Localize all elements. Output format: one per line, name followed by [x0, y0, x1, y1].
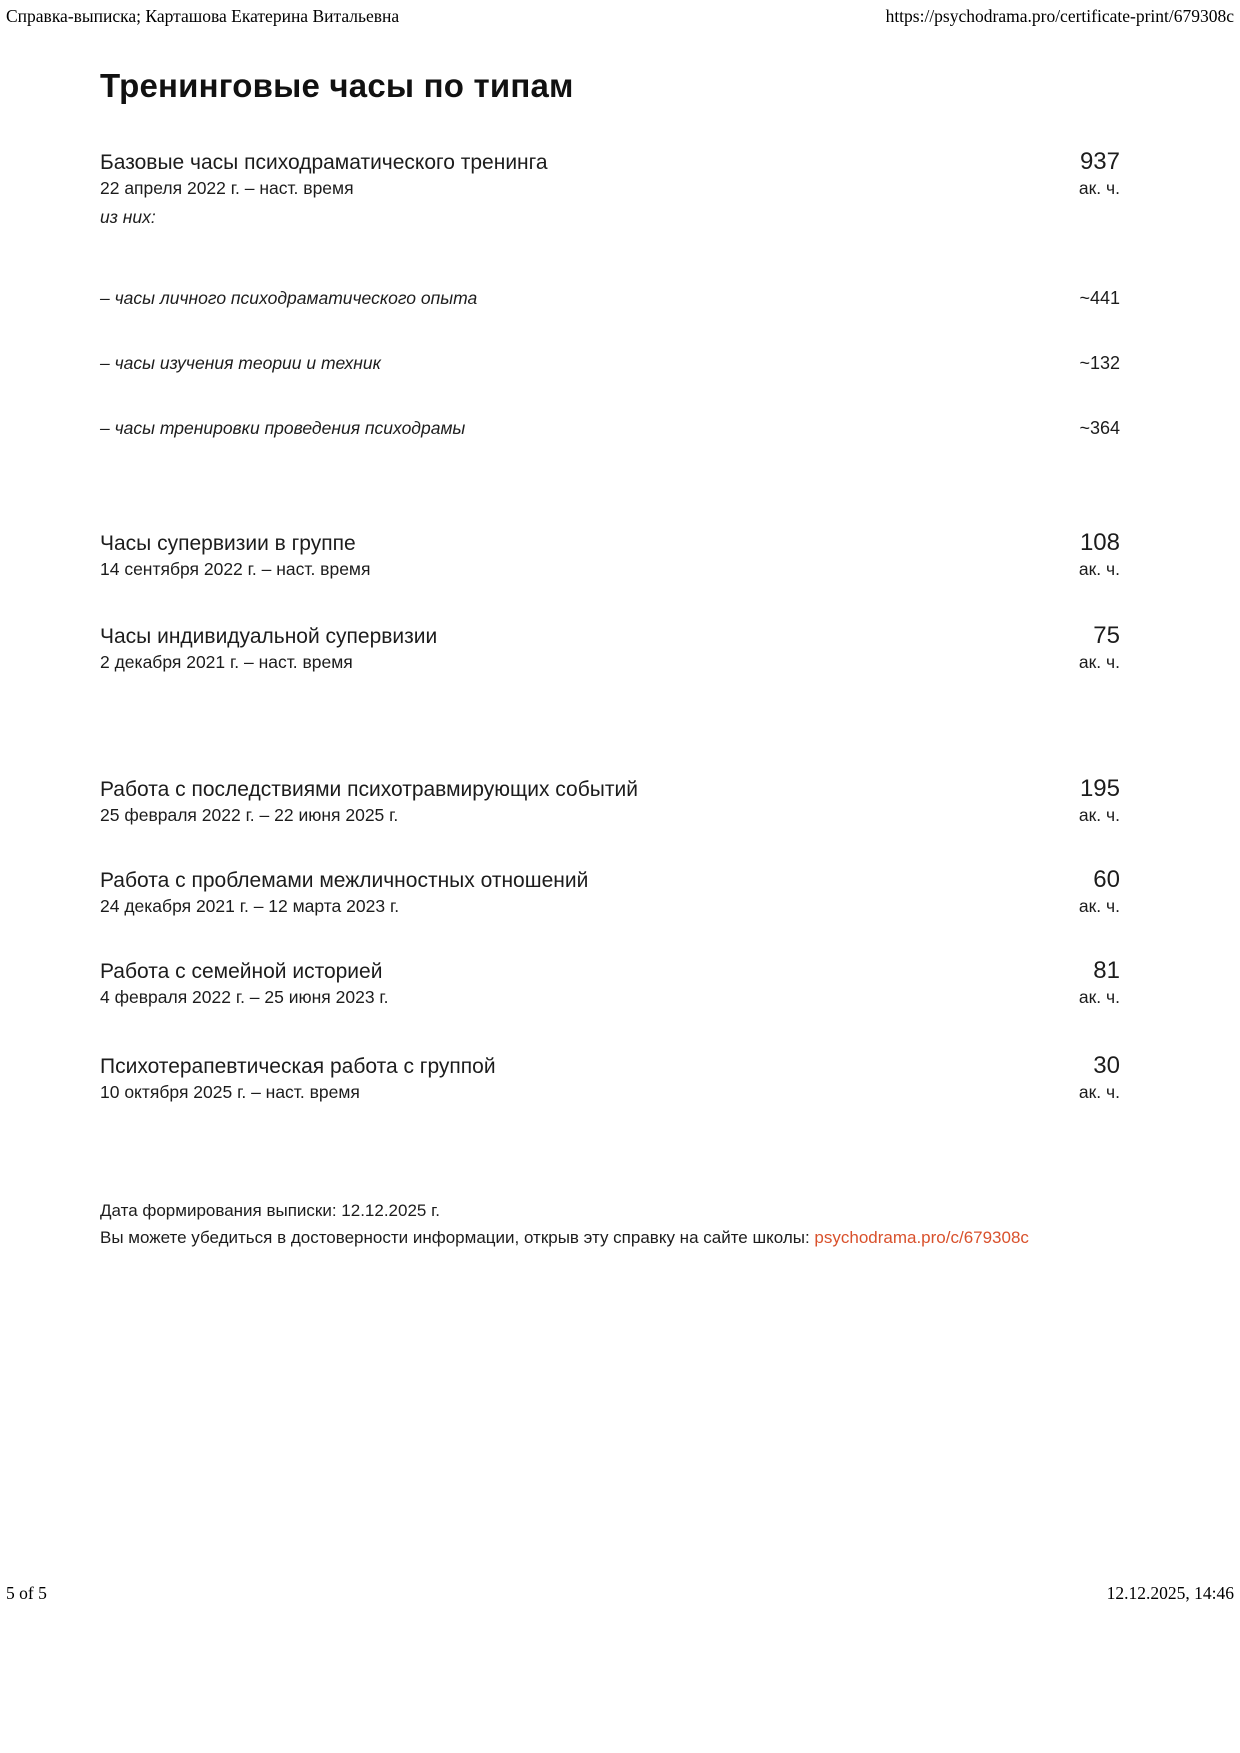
- section-hours-value: 108: [1079, 529, 1120, 556]
- subitem-personal-experience: [100, 286, 1120, 311]
- section-title: Часы супервизии в группе: [100, 532, 356, 555]
- print-footer-timestamp: 12.12.2025, 14:46: [1106, 1583, 1234, 1603]
- section-basic-training-hours: [100, 148, 1120, 441]
- section-title: Часы индивидуальной супервизии: [100, 625, 438, 648]
- section-hours-value: 195: [1079, 775, 1120, 802]
- section-title: Работа с семейной историей: [100, 960, 383, 983]
- section-hours-unit: ак. ч.: [1078, 805, 1120, 825]
- section-hours-value: 60: [1093, 866, 1120, 893]
- page-title: Тренинговые часы по типам: [100, 67, 574, 104]
- statement-date-line: Дата формирования выписки: 12.12.2025 г.: [100, 1201, 440, 1220]
- section-title: Базовые часы психодраматического тренинга: [100, 151, 548, 174]
- section-period: 2 декабря 2021 г. – наст. время: [100, 652, 353, 672]
- section-period: 25 февраля 2022 г. – 22 июня 2025 г.: [100, 805, 399, 825]
- section-hours-unit: ак. ч.: [1078, 559, 1120, 579]
- section-group-psychotherapy-work: [100, 1052, 1120, 1105]
- verification-line: [100, 1224, 1120, 1251]
- section-title: Психотерапевтическая работа с группой: [100, 1055, 496, 1078]
- section-hours-unit: ак. ч.: [1078, 178, 1120, 198]
- print-footer-page-number: 5 of 5: [6, 1583, 47, 1603]
- section-individual-supervision-hours: [100, 622, 1120, 675]
- section-hours-value: 30: [1093, 1052, 1120, 1079]
- section-title: Работа с последствиями психотравмирующих событий: [100, 778, 638, 801]
- print-header: [6, 6, 1234, 27]
- section-period: 4 февраля 2022 г. – 25 июня 2023 г.: [100, 987, 389, 1007]
- section-title: Работа с проблемами межличностных отношений: [100, 869, 589, 892]
- verification-link[interactable]: psychodrama.pro/c/679308c: [814, 1228, 1029, 1247]
- subitem-directing-practice: [100, 416, 1120, 441]
- subitem-label: – часы изучения теории и техник: [100, 353, 381, 373]
- section-hours-unit: ак. ч.: [1078, 652, 1120, 672]
- subitem-value: ~364: [1079, 418, 1120, 438]
- section-hours-unit: ак. ч.: [1078, 987, 1120, 1007]
- subitem-value: ~132: [1079, 353, 1120, 373]
- statement-footer-note: [100, 1197, 1120, 1251]
- print-footer: [6, 1583, 1234, 1604]
- section-trauma-work: [100, 775, 1120, 828]
- section-hours-value: 75: [1093, 622, 1120, 649]
- verification-text: Вы можете убедиться в достоверности информации, открыв эту справку на сайте школы:: [100, 1228, 815, 1247]
- section-hours-value: 81: [1093, 957, 1120, 984]
- subitem-value: ~441: [1079, 288, 1120, 308]
- section-hours-unit: ак. ч.: [1078, 1082, 1120, 1102]
- section-period: 22 апреля 2022 г. – наст. время: [100, 178, 354, 198]
- section-period: 24 декабря 2021 г. – 12 марта 2023 г.: [100, 896, 400, 916]
- section-period: 10 октября 2025 г. – наст. время: [100, 1082, 360, 1102]
- section-subnote: из них:: [100, 207, 156, 227]
- section-group-supervision-hours: [100, 529, 1120, 582]
- print-header-document-title: Справка-выписка; Карташова Екатерина Витальевна: [6, 6, 400, 26]
- subitem-theory-techniques: [100, 351, 1120, 376]
- subitem-label: – часы тренировки проведения психодрамы: [100, 418, 466, 438]
- section-period: 14 сентября 2022 г. – наст. время: [100, 559, 371, 579]
- section-interpersonal-relations-work: [100, 866, 1120, 919]
- subitem-label: – часы личного психодраматического опыта: [100, 288, 478, 308]
- certificate-page: [100, 66, 1120, 1251]
- print-header-url: https://psychodrama.pro/certificate-print/679308c: [885, 6, 1234, 26]
- section-family-history-work: [100, 957, 1120, 1010]
- section-hours-unit: ак. ч.: [1078, 896, 1120, 916]
- section-hours-value: 937: [1079, 148, 1120, 175]
